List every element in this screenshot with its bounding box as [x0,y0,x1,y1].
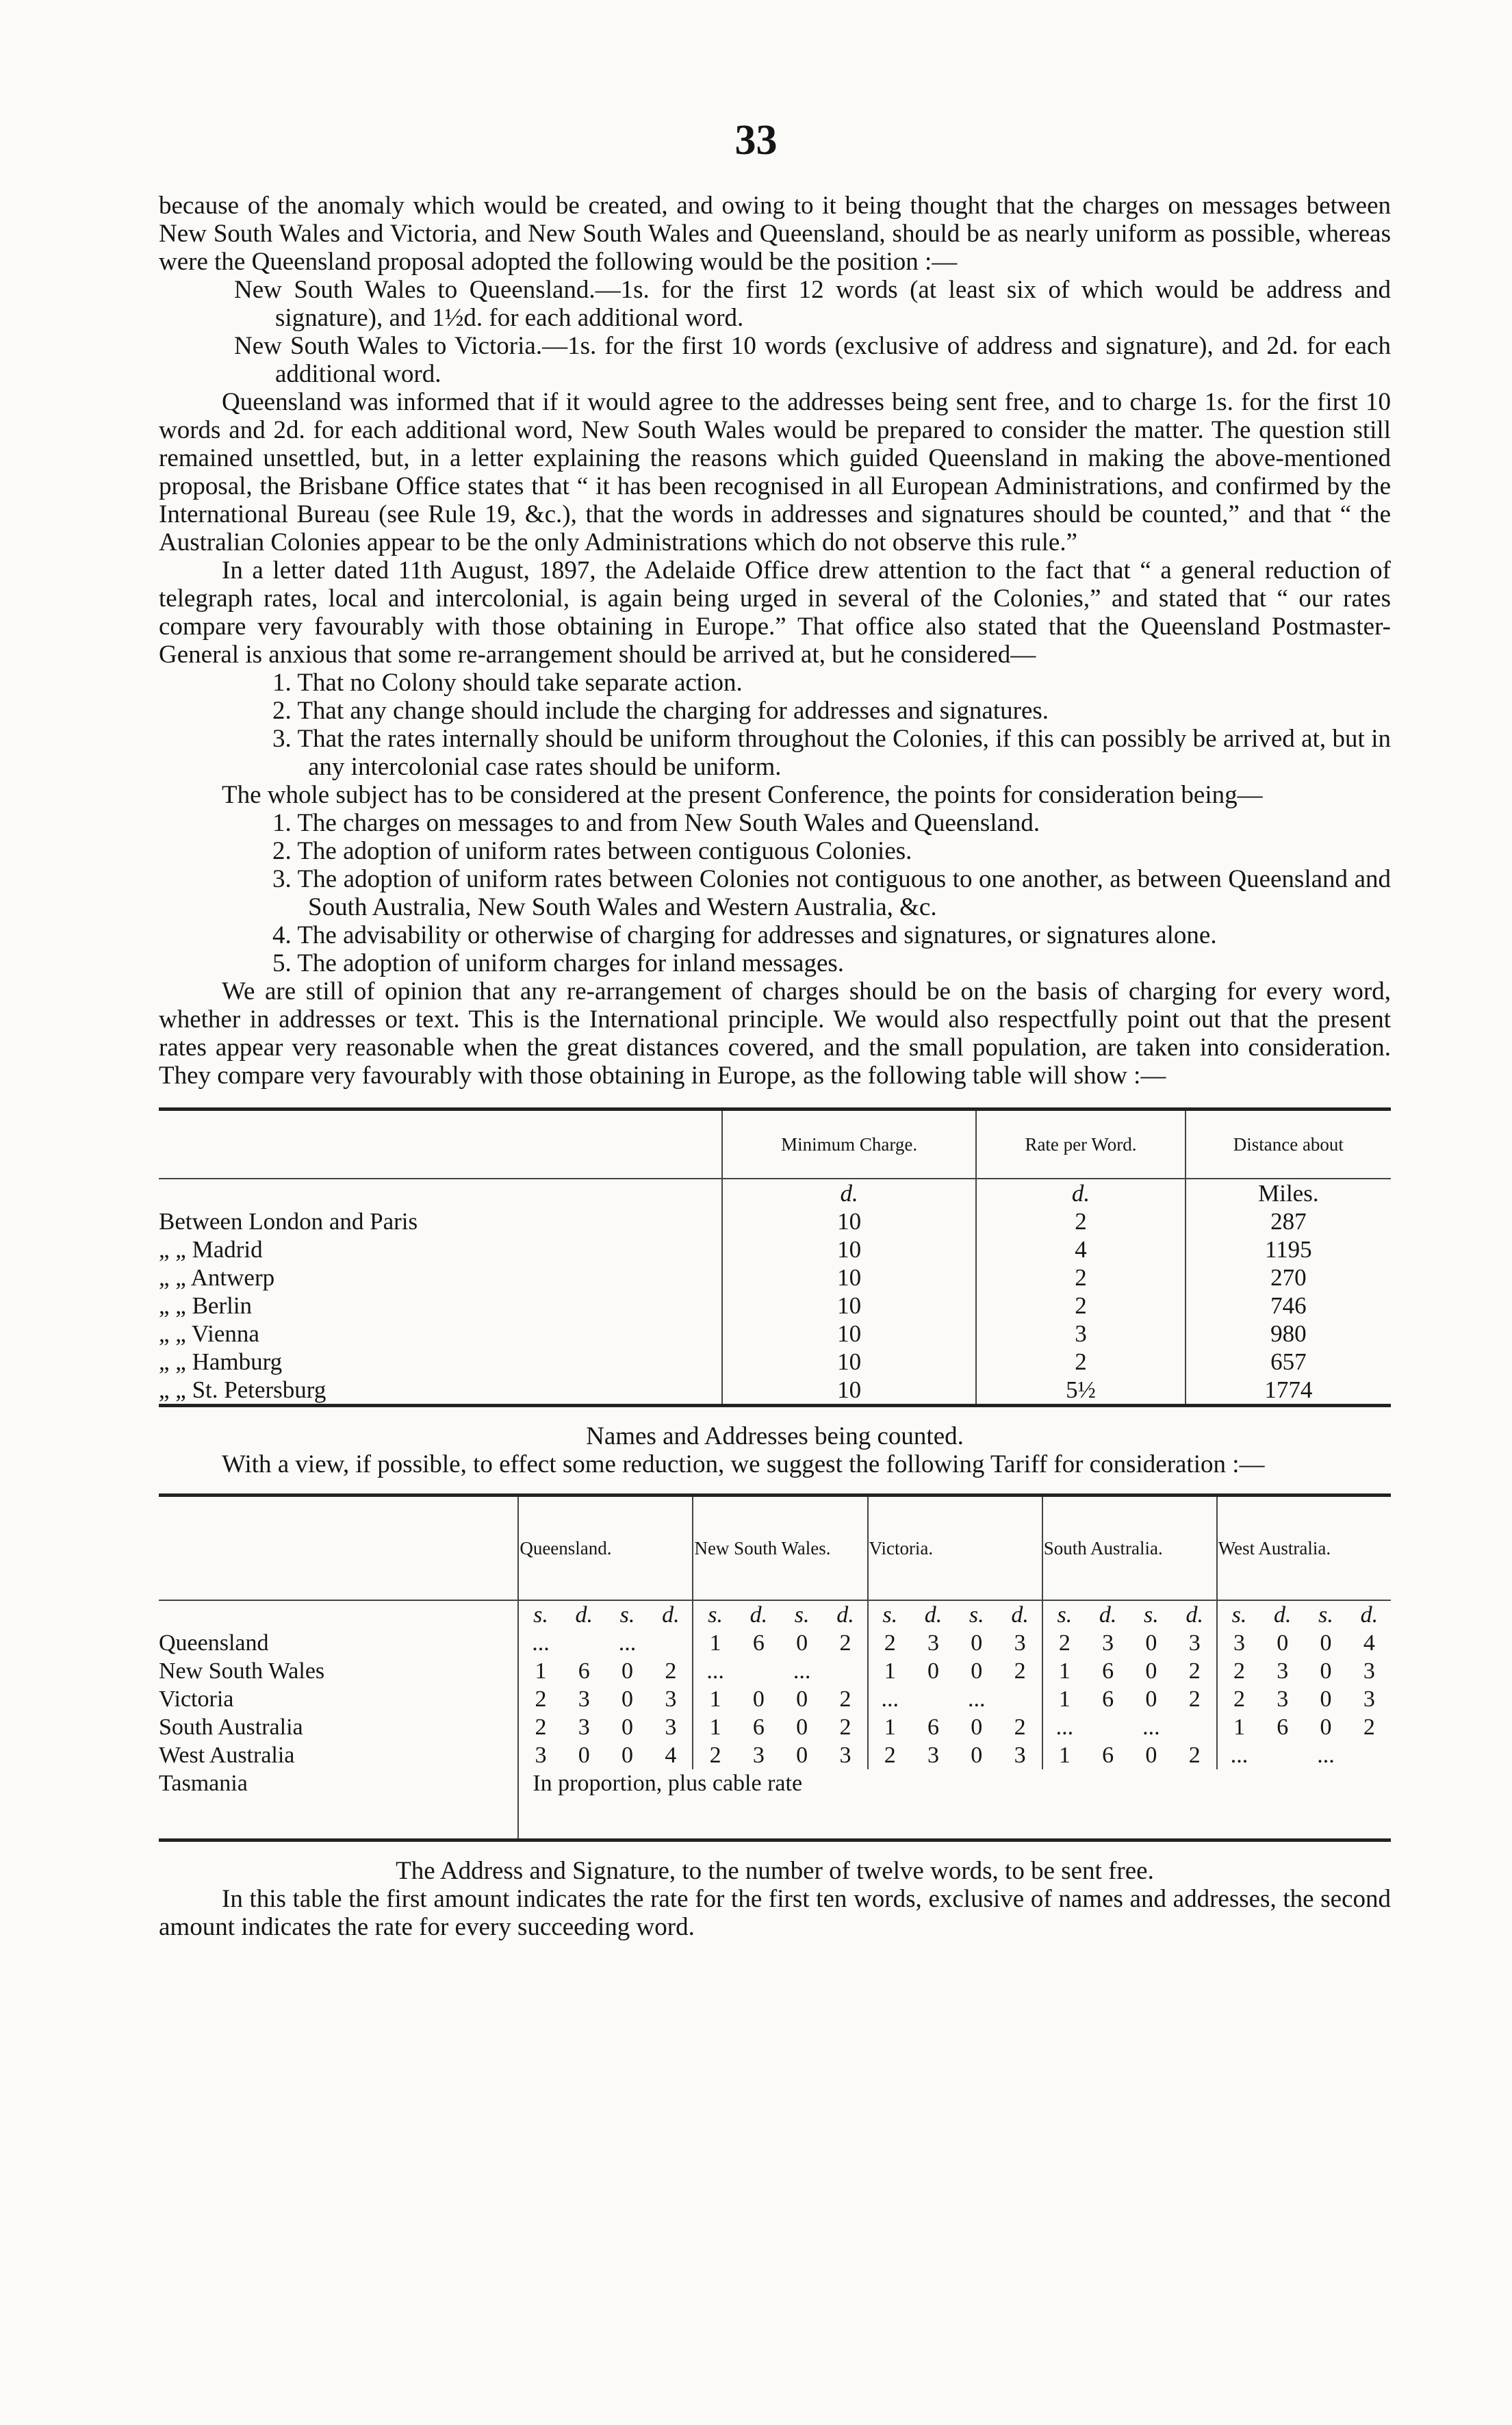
table-cell: ... [793,1658,811,1684]
table-cell: 6 [1277,1715,1289,1740]
europe-rates-table [159,1107,1391,1407]
table-row: New South Wales 1 6 0 2 ... ... 1 0 0 2 1 6 0 2 2 3 0 3 [159,1657,1391,1685]
table-cell: 1 [1042,1657,1086,1685]
table-cell: 3 [927,1630,939,1656]
table-cell [998,1685,1042,1713]
page-number: 33 [734,117,778,164]
table-cell: 3 [1014,1743,1026,1768]
table-cell: 0 [796,1630,808,1656]
table-cell: 6 [578,1658,590,1684]
table-cell: 2 [518,1685,562,1713]
list-item: 5. The adoption of uniform charges for inland messages. [272,949,845,977]
table-cell: 0 [971,1630,983,1656]
paragraph: In this table the first amount indicates the rate for the first ten words, exclusive of names and addresses, the second amount indicates the rate for every succeeding word. [159,1885,1391,1941]
table-cell: ... [618,1630,637,1656]
list-item: 1. That no Colony should take separate action. [272,669,743,697]
table-cell: 3 [1014,1630,1026,1656]
paragraph: because of the anomaly which would be created, and owing to it being thought that the charges on messages between New South Wales and Victoria, and New South Wales and Queensland, should be as nearly uniform as possible, whereas were the Queensland proposal adopted the following would be the position :— [159,192,1391,276]
table-cell: 1 [1217,1713,1261,1741]
table-cell [1086,1713,1129,1741]
table-cell: 3 [1277,1658,1289,1684]
table-cell: ... [868,1685,912,1713]
table-note: The Address and Signature, to the number of twelve words, to be sent free. [396,1857,1154,1885]
table-cell: ... [1142,1715,1160,1740]
table-cell: 2 [1217,1685,1261,1713]
table-cell: 0 [1145,1630,1157,1656]
table-cell: 0 [1320,1686,1332,1712]
table-cell: 1 [693,1685,736,1713]
table-cell: 2 [518,1713,562,1741]
table-row: Between London and Paris 10 2 287 [159,1207,1391,1235]
paragraph: With a view, if possible, to effect some reduction, we suggest the following Tariff for consideration :— [222,1450,1265,1478]
table-cell: ... [693,1657,736,1685]
table-row: „ „ Antwerp 10 2 270 [159,1263,1391,1292]
table-row: South Australia 2 3 0 3 1 6 0 2 1 6 0 2 ... ... 1 6 0 2 [159,1713,1391,1741]
body-text [159,192,1391,1941]
table-row: „ „ St. Petersburg 10 5½ 1774 [159,1376,1391,1406]
unit-label: d. [976,1179,1185,1207]
table-cell: 6 [1102,1686,1114,1712]
table-cell: 6 [752,1715,765,1740]
table-cell: 2 [868,1629,912,1657]
table-cell: 1 [693,1629,736,1657]
table-cell: ... [1317,1743,1335,1768]
table-row: West Australia 3 0 0 4 2 3 0 3 2 3 0 3 1 6 0 2 ... ... [159,1741,1391,1769]
table-cell: 6 [752,1630,765,1656]
table-cell: 0 [927,1658,939,1684]
table-cell: 3 [665,1715,677,1740]
table-cell: 0 [1320,1630,1332,1656]
table-cell: 0 [796,1686,808,1712]
column-header: Victoria. [868,1496,1042,1601]
table-cell: 3 [1217,1629,1261,1657]
list-item: 3. That the rates internally should be uniform throughout the Colonies, if this can possibly be arrived at, but in any intercolonial case rates should be uniform. [272,725,1391,781]
table-cell [737,1657,780,1685]
table-cell: 3 [1102,1630,1114,1656]
table-cell: 3 [927,1743,939,1768]
table-cell: 3 [578,1686,590,1712]
column-header: New South Wales. [693,1496,867,1601]
unit-label: Miles. [1186,1179,1391,1207]
table-cell: 3 [839,1743,851,1768]
table-row: Tasmania In proportion, plus cable rate [159,1769,1391,1797]
table-cell [823,1657,867,1685]
table-cell: 2 [1188,1686,1201,1712]
table-cell [1173,1713,1217,1741]
table-cell [1348,1741,1391,1769]
table-cell: 4 [665,1743,677,1768]
table-cell: 3 [1277,1686,1289,1712]
table-cell: 3 [1363,1686,1375,1712]
table-cell: ... [518,1629,562,1657]
table-cell: 3 [665,1686,677,1712]
table-cell: 0 [1320,1658,1332,1684]
table-cell: 2 [839,1715,851,1740]
table-cell: 0 [1277,1630,1289,1656]
table-cell: 6 [1102,1658,1114,1684]
table-cell: ... [968,1686,986,1712]
column-header: Distance about [1186,1109,1391,1179]
table-cell [563,1629,606,1657]
table-cell: 2 [1014,1715,1026,1740]
table-note: Names and Addresses being counted. [586,1422,964,1450]
table-row: „ „ Berlin 10 2 746 [159,1292,1391,1320]
table-cell: 2 [1188,1743,1201,1768]
table-cell [649,1629,693,1657]
table-cell: 3 [752,1743,765,1768]
table-cell: 6 [1102,1743,1114,1768]
table-cell: 1 [868,1657,912,1685]
table-cell: 2 [839,1630,851,1656]
position-item: New South Wales to Queensland.—1s. for the first 12 words (at least six of which would be address and signature), and 1½d. for each additional word. [234,276,1391,332]
table-cell: 0 [971,1715,983,1740]
paragraph: In a letter dated 11th August, 1897, the Adelaide Office drew attention to the fact that “ a general reduction of telegraph rates, local and intercolonial, is again being urged in several of the Colonies,” and stated that “ our rates compare very favourably with those obtaining in Europe.” That office also stated that the Queensland Postmaster-General is anxious that some re-arrangement should be arrived at, but he considered— [159,556,1391,669]
column-header: Queensland. [518,1496,693,1601]
table-row: „ „ Madrid 10 4 1195 [159,1235,1391,1263]
table-cell: 0 [971,1658,983,1684]
list-item: 1. The charges on messages to and from New South Wales and Queensland. [272,809,1040,837]
table-cell: 0 [622,1715,634,1740]
table-cell: 3 [578,1715,590,1740]
table-cell: 3 [518,1741,562,1769]
column-header: Rate per Word. [976,1109,1185,1179]
table-cell: 3 [1363,1658,1375,1684]
table-cell: 1 [1042,1685,1086,1713]
table-cell: 2 [839,1686,851,1712]
table-cell: 0 [622,1743,634,1768]
column-header: South Australia. [1042,1496,1217,1601]
table-cell [912,1685,955,1713]
list-item: 2. That any change should include the charging for addresses and signatures. [272,697,1049,725]
table-cell: ... [1042,1713,1086,1741]
table-cell: 2 [1014,1658,1026,1684]
list-item: 3. The adoption of uniform rates between Colonies not contiguous to one another, as between Queensland and South Australia, New South Wales and Western Australia, &c. [272,865,1391,921]
table-cell [1261,1741,1304,1769]
paragraph: The whole subject has to be considered at the present Conference, the points for consideration being— [222,781,1263,809]
paragraph: Queensland was informed that if it would agree to the addresses being sent free, and to charge 1s. for the first 10 words and 2d. for each additional word, New South Wales would be prepared to consider the matter. The question still remained unsettled, but, in a letter explaining the reasons which guided Queensland in making the above-mentioned proposal, the Brisbane Office states that “ it has been recognised in all European Administrations, and confirmed by the International Bureau (see Rule 19, &c.), that the words in addresses and signatures should be counted,” and that “ the Australian Colonies appear to be the only Administrations which do not observe this rule.” [159,388,1391,556]
table-cell: 2 [1042,1629,1086,1657]
column-header: West Australia. [1217,1496,1391,1601]
table-cell: 2 [1363,1715,1375,1740]
table-cell: 2 [665,1658,677,1684]
table-cell: 0 [752,1686,765,1712]
table-row: „ „ Vienna 10 3 980 [159,1320,1391,1348]
table-cell: 0 [622,1686,634,1712]
table-row: Victoria 2 3 0 3 1 0 0 2 ... ... 1 6 0 2 2 3 0 3 [159,1685,1391,1713]
table-cell: 3 [1188,1630,1201,1656]
unit-row: s. d. s. d. s. d. s. d. s. d. s. d. s. d. s. d. s. d. s. d. [159,1600,1391,1629]
column-header: Minimum Charge. [722,1109,976,1179]
table-row: Queensland ... ... 1 6 0 2 2 3 0 3 2 3 0 3 3 0 0 4 [159,1629,1391,1657]
table-cell: 0 [796,1743,808,1768]
table-cell: 0 [796,1715,808,1740]
table-cell: 2 [868,1741,912,1769]
table-cell: 0 [1145,1658,1157,1684]
table-cell: 1 [1042,1741,1086,1769]
list-item: 2. The adoption of uniform rates between contiguous Colonies. [272,837,912,865]
table-cell: 4 [1363,1630,1375,1656]
table-cell: 0 [622,1658,634,1684]
tasmania-note: In proportion, plus cable rate [518,1769,1391,1797]
table-row: „ „ Hamburg 10 2 657 [159,1348,1391,1376]
table-cell: 0 [1145,1743,1157,1768]
table-cell: 2 [693,1741,736,1769]
table-cell: 2 [1188,1658,1201,1684]
list-item: 4. The advisability or otherwise of charging for addresses and signatures, or signatures alone. [272,921,1217,949]
table-cell: 1 [693,1713,736,1741]
table-cell: 1 [868,1713,912,1741]
table-cell: 2 [1217,1657,1261,1685]
position-item: New South Wales to Victoria.—1s. for the first 10 words (exclusive of address and signature), and 2d. for each additional word. [234,332,1391,388]
tariff-table [159,1493,1391,1842]
table-cell: ... [1217,1741,1261,1769]
table-cell: 1 [518,1657,562,1685]
table-cell: 0 [578,1743,590,1768]
table-cell: 6 [927,1715,939,1740]
table-cell: 0 [1145,1686,1157,1712]
paragraph: We are still of opinion that any re-arrangement of charges should be on the basis of charging for every word, whether in addresses or text. This is the International principle. We would also respectfully point out that the present rates appear very reasonable when the great distances covered, and the small population, are taken into consideration. They compare very favourably with those obtaining in Europe, as the following table will show :— [159,977,1391,1090]
table-cell: 0 [1320,1715,1332,1740]
table-cell: 0 [971,1743,983,1768]
unit-label: d. [722,1179,976,1207]
